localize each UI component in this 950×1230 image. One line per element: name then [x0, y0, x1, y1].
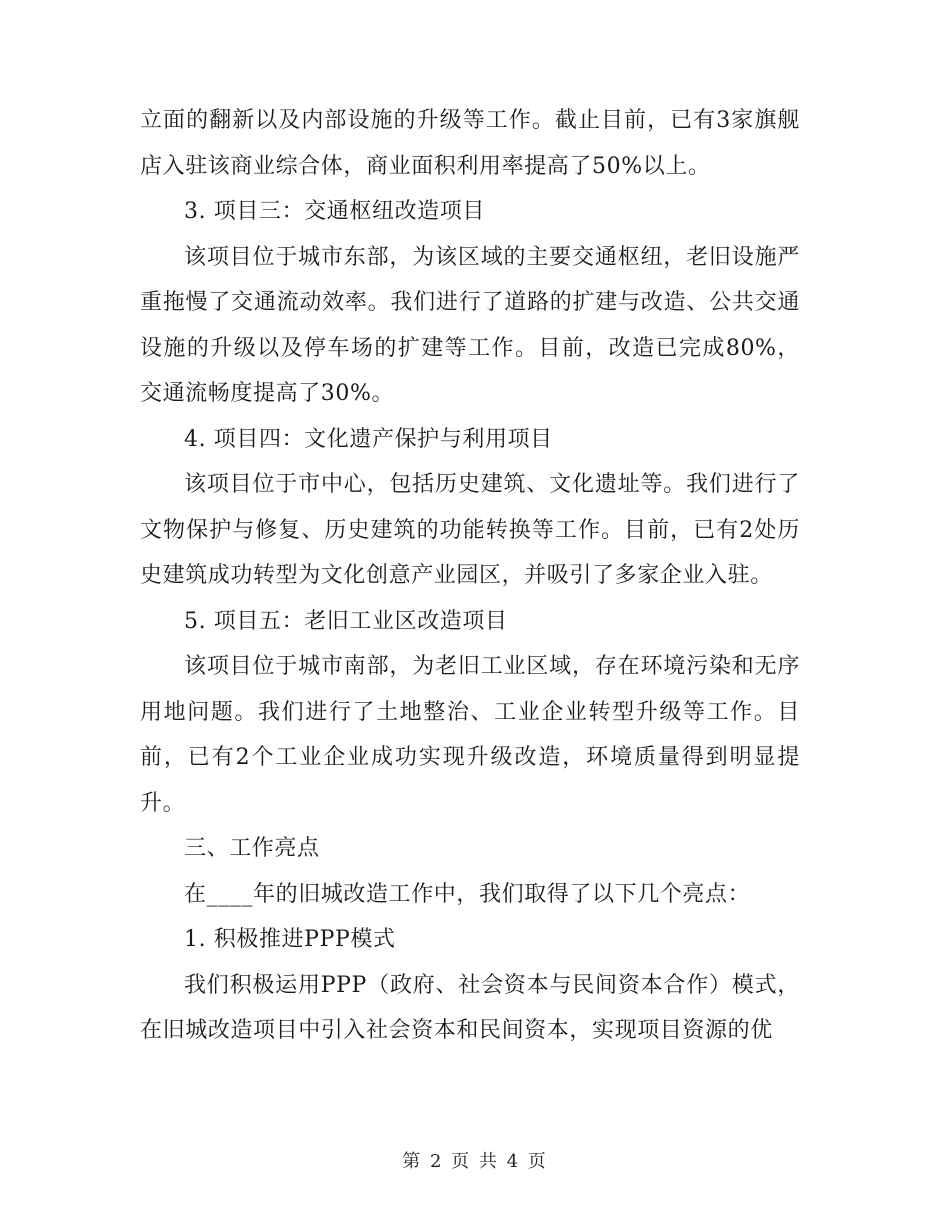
paragraph-highlight-ppp: 我们积极运用PPP（政府、社会资本与民间资本合作）模式，在旧城改造项目中引入社会资本和民间资本，实现项目资源的优 — [140, 972, 800, 1043]
heading-highlight-ppp: 1. 积极推进PPP模式 — [184, 927, 396, 952]
page-footer: 第 2 页 共 4 页 — [402, 1151, 548, 1172]
paragraph-project-four: 该项目位于市中心，包括历史建筑、文化遗址等。我们进行了文物保护与修复、历史建筑的功能转换等工作。目前，已有2处历史建筑成功转型为文化创意产业园区，并吸引了多家企业入驻。 — [140, 472, 800, 588]
section-heading-highlights: 三、工作亮点 — [184, 836, 320, 861]
paragraph-project-three: 该项目位于城市东部，为该区域的主要交通枢纽，老旧设施严重拖慢了交通流动效率。我们进行了道路的扩建与改造、公共交通设施的升级以及停车场的扩建等工作。目前，改造已完成80%，交通流畅度提高了30%。 — [140, 244, 800, 406]
paragraph-highlights-intro: 在____年的旧城改造工作中，我们取得了以下几个亮点： — [184, 881, 751, 907]
heading-project-four: 4. 项目四：文化遗产保护与利用项目 — [184, 426, 553, 452]
heading-project-five: 5. 项目五：老旧工业区改造项目 — [184, 608, 508, 634]
paragraph-continuation: 立面的翻新以及内部设施的升级等工作。截止目前，已有3家旗舰店入驻该商业综合体，商业面积利用率提高了50%以上。 — [140, 108, 800, 179]
heading-project-three: 3. 项目三：交通枢纽改造项目 — [184, 199, 485, 224]
document-body — [140, 98, 800, 1054]
paragraph-project-five: 该项目位于城市南部，为老旧工业区域，存在环境污染和无序用地问题。我们进行了土地整治、工业企业转型升级等工作。目前，已有2个工业企业成功实现升级改造，环境质量得到明显提升。 — [140, 654, 800, 816]
